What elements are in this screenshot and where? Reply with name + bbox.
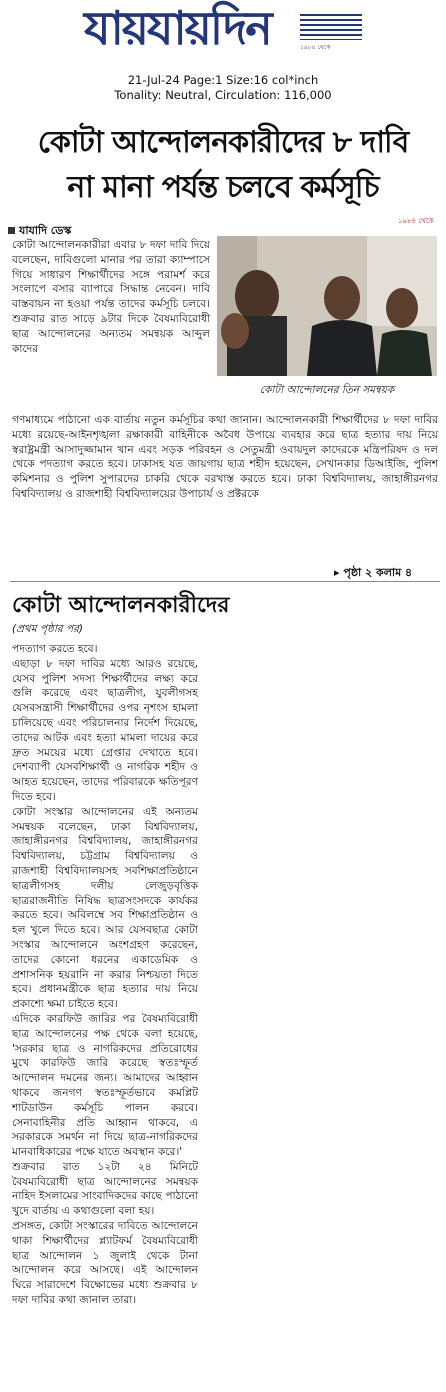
continuation-paragraph: এছাড়া ৮ দফা দাবির মধ্যে আরও রয়েছে, যেসব পুলিশ সদস্য শিক্ষার্থীদের লক্ষ্য করে গুলি করেছে এবং ছাত্রলীগ, যুবলীগসহ যেসবসন্ত্রাসী শিক্ষার্থীদের ওপর নৃশংস হামলা চালিয়েছে এবং পরিচালনার নির্দেশ দিয়েছে, তাদের আটক এবং হত্যা মামলা দায়ের করে দ্রুত সময়ের মধ্যে গ্রেপ্তার দেখাতে হবে। দেশব্যাপী যেসবশিক্ষার্থী ও নাগরিক শহীদ ও আহত হয়েছেন, তাদের পরিবারকে ক্ষতিপূরণ দিতে হবে। — [12, 657, 198, 803]
continuation-paragraph: এদিকে কারফিউ জারির পর বৈষম্যবিরোধী ছাত্র আন্দোলনের পক্ষ থেকে বলা হয়েছে, 'সরকার ছাত্র ও নাগরিকদের প্রতিরোধের মুখে কারফিউ জারি করেছে স্বতঃস্ফূর্ত আন্দোলন দমনের জন্য। আমাদের আহ্বান থাকবে জনগণ স্বতঃস্ফূর্তভাবে কমপ্লিট শাটডাউন কর্মসূচি পালন করবে। সেনাবাহিনীর প্রতি আহ্বান থাকবে, এ সরকারকে সমর্থন না দিয়ে ছাত্র-নাগরিকদের মানবাধিকারের পক্ষে যাতে অবস্থান করে।' — [12, 1012, 198, 1159]
continuation-body — [12, 642, 198, 1308]
byline-square-icon — [8, 227, 15, 234]
headline-line-2: না মানা পর্যন্ত চলবে কর্মসূচি — [67, 170, 379, 205]
newspaper-logo: যায়যায়দিন — [84, 1, 271, 55]
headline-line-1: কোটা আন্দোলনকারীদের ৮ দাবি — [37, 125, 409, 160]
continuation-paragraph: কোটা সংস্কার আন্দোলনের এই অন্যতম সমন্বয়ক বলেছেন, ঢাকা বিশ্ববিদ্যালয়, জাহাঙ্গীরনগর বিশ্ববিদ্যালয়, জাহাঙ্গীরনগর বিশ্ববিদ্যালয়, চট্টগ্রাম বিশ্ববিদ্যালয় ও রাজশাহী বিশ্ববিদ্যালয়সহ সবশিক্ষাপ্রতিষ্ঠানে ছাত্রলীগসহ দলীয় লেজুড়বৃত্তিক ছাত্ররাজনীতি নিষিদ্ধ ছাত্রসংসদকে কার্যকর করতে হবে। অবিলম্বে সব শিক্ষাপ্রতিষ্ঠান ও হল খুলে দিতে হবে। আর যেসবছাত্র কোটা সংস্কার আন্দোলনে অংশগ্রহণ করেছেন, তাদের কোনো ধরনের একাডেমিক ও প্রশাসনিক হয়রানি না করার নিশ্চয়তা দিতে হবে। প্রধানমন্ত্রীকে ছাত্র হত্যার দায় নিয়ে প্রকাশ্যে ক্ষমা চাইতে হবে। — [12, 805, 198, 1011]
news-photo — [217, 236, 437, 376]
masthead — [0, 0, 446, 60]
logo-year-tag: ১৯৮৪ থেকে — [300, 44, 331, 51]
byline-text: যাযাদি ডেস্ক — [19, 224, 72, 237]
logo-stripes — [300, 14, 362, 40]
lead-full-width-text: গণমাধ্যমে পাঠানো এক বার্তায় নতুন কর্মসূচির কথা জানান। আন্দোলনকারী শিক্ষার্থীদের ৮ দফা দাবির মধ্যে রয়েছে-আইনশৃঙ্খলা রক্ষাকারী বাহিনীকে অবৈধ উপায়ে ব্যবহার করে ছাত্র হত্যার দায় নিয়ে স্বরাষ্ট্রমন্ত্রী আসাদুজ্জামান খান এবং সড়ক পরিবহন ও সেতুমন্ত্রী ওবায়দুল কাদেরকে মন্ত্রিপরিষদ ও দল থেকে পদত্যাগ করতে হবে। ঢাকাসহ যত জায়গায় ছাত্র শহীদ হয়েছেন, সেখানকার ডিআইজি, পুলিশ কমিশনার ও পুলিশ সুপারদের চাকরি থেকে বরখাস্ত করতে হবে। ঢাকা বিশ্ববিদ্যালয়, জাহাঙ্গীরনগর বিশ্ববিদ্যালয় ও রাজশাহী বিশ্ববিদ্যালয়ের উপাচার্য ও প্রক্টরকে — [12, 414, 438, 500]
photo-caption: কোটা আন্দোলনের তিন সমন্বয়ক — [259, 384, 395, 396]
page-ref-arrow-icon: ▸ — [334, 566, 344, 579]
continuation-note: (প্রথম পৃষ্ঠার পর) — [12, 623, 84, 635]
continuation-paragraph: প্রসঙ্গত, কোটা সংস্কারের দাবিতে আন্দোলনে থাকা শিক্ষার্থীদের প্ল্যাটফর্ম বৈষম্যবিরোধী ছাত্র আন্দোলন ১ জুলাই থেকে টানা আন্দোলন করে আসছে। এই আন্দোলন ঘিরে সারাদেশে বিক্ষোভের মধ্যে শুক্রবার ৮ দফা দাবির কথা জানাল তারা। — [12, 1220, 198, 1307]
continuation-paragraph: পদত্যাগ করতে হবে। — [12, 643, 98, 655]
brand-small: ১৯৮৪ থেকে — [398, 217, 434, 225]
clipping-meta-date: 21-Jul-24 Page:1 Size:16 col*inch — [127, 73, 319, 87]
page-ref-text: পৃষ্ঠা ২ কলাম ৪ — [343, 566, 413, 579]
lead-column-text: কোটা আন্দোলনকারীরা এবার ৮ দফা দাবি দিয়ে বলেছেন, দাবিগুলো মানার পর তারা ক্যাম্পাসে গিয়ে সাধারণ শিক্ষার্থীদের সঙ্গে পরামর্শ করে সংলাপে বসার ব্যাপারে সিদ্ধান্ত নেবেন। দাবি বাস্তবায়ন না হওয়া পর্যন্ত তাদের কর্মসূচি চলবে। শুক্রবার রাত সাড়ে ৯টার দিকে বৈষম্যবিরোধী ছাত্র আন্দোলনের অন্যতম সমন্বয়ক আব্দুল কাদের — [12, 239, 210, 355]
clipping-meta-tonality: Tonality: Neutral, Circulation: 116,000 — [114, 88, 332, 102]
section-divider — [10, 581, 440, 582]
continuation-paragraph: শুক্রবার রাত ১২টা ২৪ মিনিটে বৈষম্যবিরোধী ছাত্র আন্দোলনের সমন্বয়ক নাহিদ ইসলামের সাংবাদিকদের কাছে পাঠানো খুদে বার্তায় এ কথাগুলো বলা হয়। — [12, 1160, 198, 1218]
continuation-title: কোটা আন্দোলনকারীদের — [12, 593, 230, 618]
photo-people-illustration — [217, 236, 437, 376]
